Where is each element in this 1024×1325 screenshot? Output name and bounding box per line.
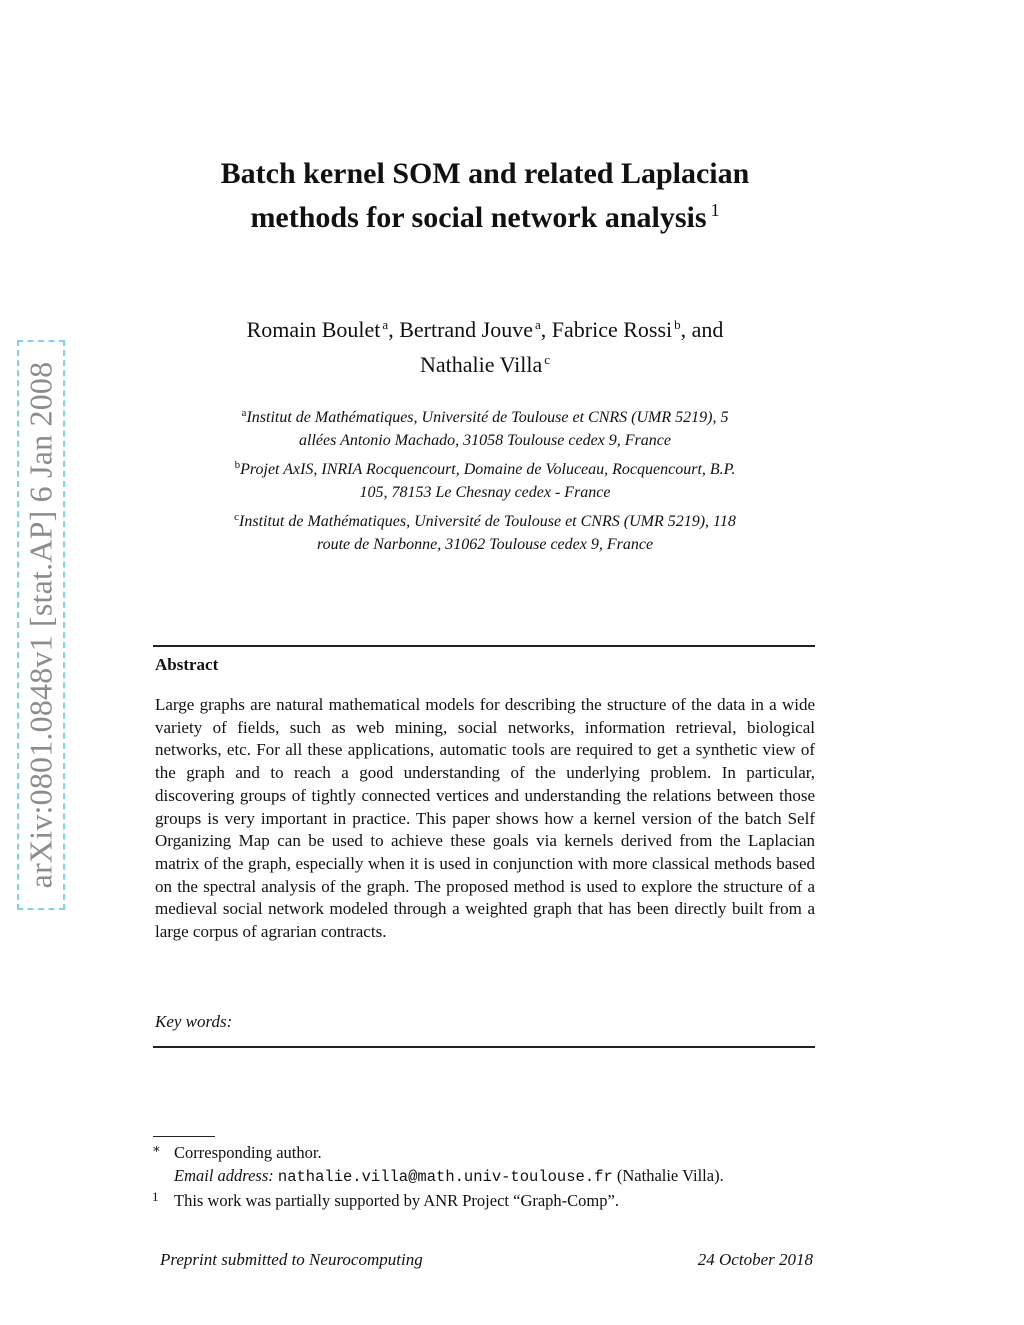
arxiv-stamp-text: arXiv:0801.0848v1 [stat.AP] 6 Jan 2008 [22,361,59,889]
affiliation-text: Institut de Mathématiques, Université de Toulouse et CNRS (UMR 5219), 5 [246,409,729,426]
abstract-heading: Abstract [155,655,219,674]
footnotes [152,1141,812,1212]
author-separator: , and [680,317,724,342]
author-affil-mark: b [674,317,681,332]
affiliation-mark: a [241,407,247,419]
affiliation-a [150,402,820,452]
footnote-text: This work was partially supported by ANR Project “Graph-Comp”. [174,1191,619,1210]
footnote-corresponding [152,1141,812,1164]
affiliation-text: Institut de Mathématiques, Université de Toulouse et CNRS (UMR 5219), 118 [239,513,736,530]
author-separator: , [540,317,552,342]
footnote-text: Corresponding author. [174,1143,322,1162]
author-name: Romain Boulet [246,317,381,342]
authors-line-1 [150,310,820,345]
author-list [150,310,820,380]
affiliation-line [150,506,820,533]
preprint-date: 24 October 2018 [697,1250,813,1269]
footnote-email [152,1164,812,1189]
abstract-bottom-rule [153,1046,815,1048]
email-owner: (Nathalie Villa). [616,1166,724,1185]
author-affil-mark: c [544,352,551,367]
affiliation-line [150,454,820,481]
affiliation-mark: c [234,511,240,523]
title-footnote-mark: 1 [710,200,720,220]
author-name: Fabrice Rossi [551,317,673,342]
affiliation-c [150,506,820,556]
arxiv-stamp [17,340,65,910]
author-affil-mark: a [534,317,541,332]
title-line-1: Batch kernel SOM and related Laplacian [220,157,750,190]
affiliation-line: 105, 78153 Le Chesnay cedex - France [359,484,611,501]
email-label: Email address: [174,1166,274,1185]
title-line-2-text: methods for social network analysis [250,201,707,234]
abstract-text: Large graphs are natural mathematical models for describing the structure of the data in a wide variety of fields, such as web mining, social networks, information retrieval, biological networks, etc. For all these applications, automatic tools are required to get a synthetic view of the graph and to reach a good understanding of the underlying problem. In particular, discovering groups of tightly connected vertices and understanding the relations between those groups is very important in practice. This paper shows how a kernel version of the batch Self Organizing Map can be used to achieve these goals via kernels derived from the Laplacian matrix of the graph, especially when it is used in conjunction with more classical methods based on the spectral analysis of the graph. The proposed method is used to explore the structure of a medieval social network modeled through a weighted graph that has been directly built from a large corpus of agrarian contracts. [155,695,815,942]
author-affil-mark: a [382,317,389,332]
authors-line-2 [150,345,820,380]
preprint-note: Preprint submitted to Neurocomputing [160,1250,423,1269]
footnote-funding [152,1189,812,1212]
affiliation-b [150,454,820,504]
footnote-mark: ∗ [152,1141,161,1156]
abstract-top-rule [153,645,815,647]
footnote-mark: 1 [152,1189,159,1204]
affiliation-line [150,402,820,429]
footnote-rule [153,1136,215,1137]
affiliation-mark: b [234,459,241,471]
affiliation-line: allées Antonio Machado, 31058 Toulouse cedex 9, France [299,432,671,449]
paper-title [150,155,820,236]
affiliation-line: route de Narbonne, 31062 Toulouse cedex 9, France [316,536,654,553]
author-separator: , [388,317,400,342]
keywords-label: Key words: [155,1012,233,1031]
title-line-2 [150,192,820,236]
author-name: Nathalie Villa [419,352,543,377]
author-name: Bertrand Jouve [399,317,533,342]
email-address: nathalie.villa@math.univ-toulouse.fr [277,1168,613,1186]
affiliation-text: Projet AxIS, INRIA Rocquencourt, Domaine de Voluceau, Rocquencourt, B.P. [240,461,736,478]
